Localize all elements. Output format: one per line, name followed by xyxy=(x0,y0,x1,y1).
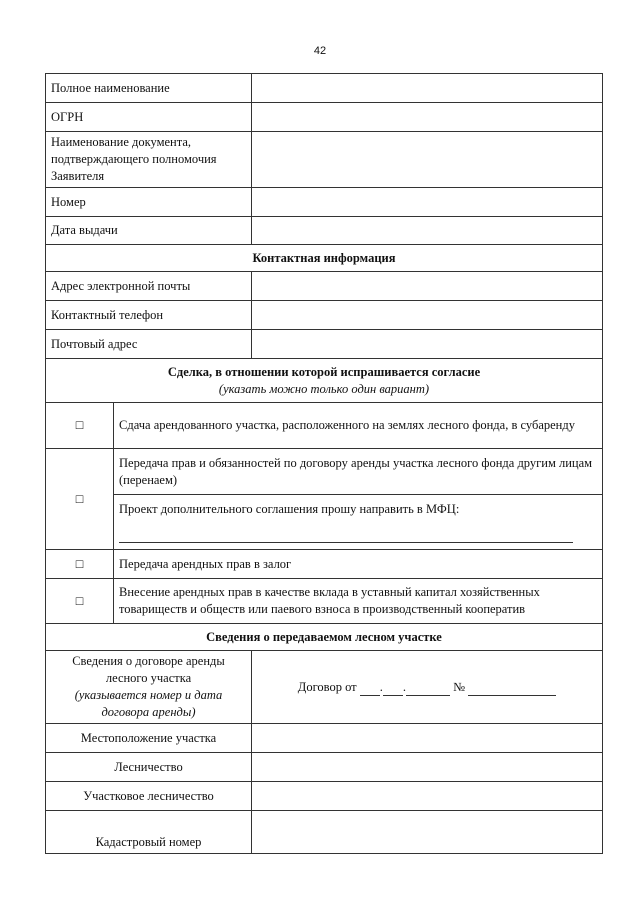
checkbox-pledge[interactable]: □ xyxy=(46,550,114,579)
application-form-table xyxy=(45,73,603,854)
number-label: Номер xyxy=(46,188,252,217)
email-field[interactable] xyxy=(252,272,603,301)
district-forestry-label: Участковое лесничество xyxy=(46,782,252,811)
row-forestry xyxy=(46,753,603,782)
deal-option-row xyxy=(46,449,603,495)
row-contact-heading xyxy=(46,245,603,272)
plot-heading: Сведения о передаваемом лесном участке xyxy=(46,624,603,651)
ogrn-field[interactable] xyxy=(252,103,603,132)
row-phone xyxy=(46,301,603,330)
row-postal xyxy=(46,330,603,359)
row-cadastral xyxy=(46,811,603,854)
email-label: Адрес электронной почты xyxy=(46,272,252,301)
row-document xyxy=(46,132,603,188)
district-forestry-field[interactable] xyxy=(252,782,603,811)
deal-option-row xyxy=(46,579,603,624)
option-sublease-label: Сдача арендованного участка, расположенного на землях лесного фонда, в субаренду xyxy=(114,403,603,449)
contract-number-field[interactable] xyxy=(468,683,556,696)
contract-month-field[interactable] xyxy=(383,683,403,696)
lease-hint: (указывается номер и дата договора аренды) xyxy=(74,688,223,719)
contract-year-field[interactable] xyxy=(406,683,450,696)
deal-heading: Сделка, в отношении которой испрашивается согласие xyxy=(167,364,481,379)
issue-date-field[interactable] xyxy=(252,217,603,245)
row-plot-heading xyxy=(46,624,603,651)
deal-subheading: (указать можно только один вариант) xyxy=(218,381,430,396)
deal-option-row xyxy=(46,550,603,579)
forestry-field[interactable] xyxy=(252,753,603,782)
checkbox-sublease[interactable]: □ xyxy=(46,403,114,449)
full-name-field[interactable] xyxy=(252,74,603,103)
postal-field[interactable] xyxy=(252,330,603,359)
checkbox-transfer[interactable]: □ xyxy=(46,449,114,550)
lease-label: Сведения о договоре аренды лесного участка xyxy=(72,654,225,685)
deal-option-row xyxy=(46,403,603,449)
contract-sep: . xyxy=(379,679,383,694)
number-field[interactable] xyxy=(252,188,603,217)
option-contribution-label: Внесение арендных прав в качестве вклада в уставный капитал хозяйственных товариществ и обществ или паевого взноса в производственный кооператив xyxy=(114,579,603,624)
row-ogrn xyxy=(46,103,603,132)
location-field[interactable] xyxy=(252,724,603,753)
deal-heading-cell xyxy=(46,359,603,403)
ogrn-label: ОГРН xyxy=(46,103,252,132)
project-fill-line[interactable] xyxy=(119,532,573,543)
option-transfer-label: Передача прав и обязанностей по договору аренды участка лесного фонда другим лицам (перенаем) xyxy=(114,449,603,495)
phone-label: Контактный телефон xyxy=(46,301,252,330)
document-field[interactable] xyxy=(252,132,603,188)
project-label: Проект дополнительного соглашения прошу направить в МФЦ: xyxy=(119,502,460,516)
row-email xyxy=(46,272,603,301)
row-deal-heading xyxy=(46,359,603,403)
checkbox-contribution[interactable]: □ xyxy=(46,579,114,624)
forestry-label: Лесничество xyxy=(46,753,252,782)
cadastral-field[interactable] xyxy=(252,811,603,854)
document-label: Наименование документа, подтверждающего полномочия Заявителя xyxy=(46,132,252,188)
row-district-forestry xyxy=(46,782,603,811)
lease-contract-cell xyxy=(252,651,603,724)
issue-date-label: Дата выдачи xyxy=(46,217,252,245)
contract-prefix: Договор от xyxy=(297,679,357,694)
cadastral-label: Кадастровый номер xyxy=(46,811,252,854)
page-number: 42 xyxy=(313,45,327,57)
row-issue-date xyxy=(46,217,603,245)
full-name-label: Полное наименование xyxy=(46,74,252,103)
project-row xyxy=(46,495,603,550)
contract-day-field[interactable] xyxy=(360,683,380,696)
contract-sep: . xyxy=(402,679,407,694)
lease-label-cell xyxy=(46,651,252,724)
row-location xyxy=(46,724,603,753)
location-label: Местоположение участка xyxy=(46,724,252,753)
contract-number-sign: № xyxy=(453,679,466,694)
contact-heading: Контактная информация xyxy=(46,245,603,272)
row-number xyxy=(46,188,603,217)
row-lease xyxy=(46,651,603,724)
row-full-name xyxy=(46,74,603,103)
project-cell xyxy=(114,495,603,550)
phone-field[interactable] xyxy=(252,301,603,330)
postal-label: Почтовый адрес xyxy=(46,330,252,359)
option-pledge-label: Передача арендных прав в залог xyxy=(114,550,603,579)
